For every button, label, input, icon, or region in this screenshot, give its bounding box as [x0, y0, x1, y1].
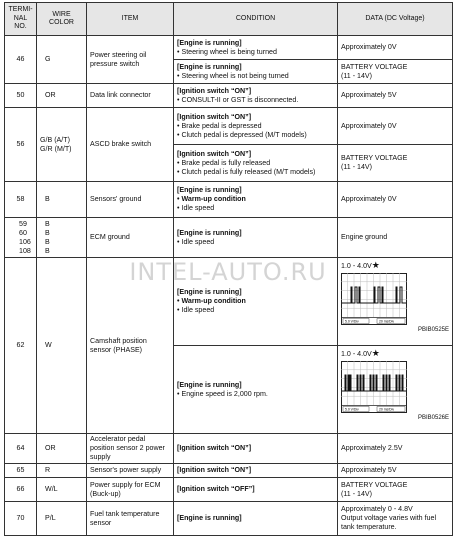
- table-row: [5, 464, 453, 478]
- header-data: DATA (DC Voltage): [338, 3, 453, 36]
- condition-cell: [174, 218, 338, 258]
- item-name: Fuel tank temperature sensor: [87, 502, 174, 536]
- data-value: [338, 145, 453, 182]
- header-terminal: TERMI- NAL NO.: [5, 3, 37, 36]
- table-row: [5, 108, 453, 145]
- waveform-time-scale: 20 ms/Div: [379, 319, 395, 324]
- waveform-label: [341, 349, 449, 359]
- condition-bullet: • Clutch pedal is depressed (M/T models): [177, 131, 334, 140]
- data-value: Approximately 0V: [338, 36, 453, 60]
- wire-color: P/L: [37, 502, 87, 536]
- condition-bullet: • Clutch pedal is fully released (M/T models): [177, 168, 334, 177]
- condition-bullet: • Warm-up condition: [177, 297, 334, 306]
- condition-cell: [174, 145, 338, 182]
- condition-bullet: • Engine speed is 2,000 rpm.: [177, 390, 334, 399]
- data-value: [338, 60, 453, 84]
- data-line: Approximately 0 - 4.8V: [341, 505, 413, 513]
- condition-heading: [Ignition switch “ON”]: [177, 466, 252, 474]
- header-condition: CONDITION: [174, 3, 338, 36]
- waveform-volt-scale: 5.0 V/Div: [345, 319, 359, 324]
- condition-cell: [174, 84, 338, 108]
- condition-bullet: • Warm-up condition: [177, 195, 334, 204]
- condition-heading: [Engine is running]: [177, 288, 242, 296]
- data-line: BATTERY VOLTAGE: [341, 154, 408, 162]
- star-icon: ★: [371, 348, 380, 358]
- table-row: [5, 84, 453, 108]
- condition-bullet: • Idle speed: [177, 306, 334, 315]
- waveform-cell: [338, 258, 453, 346]
- wire-color: R: [37, 464, 87, 478]
- oscilloscope-waveform-2: [341, 361, 407, 413]
- terminal-number: 50: [5, 84, 37, 108]
- condition-cell: [174, 502, 338, 536]
- waveform-voltage: 1.0 - 4.0V: [341, 262, 372, 270]
- condition-cell: [174, 434, 338, 464]
- table-row: [5, 182, 453, 218]
- wire-color-value: B: [45, 237, 50, 246]
- waveform-voltage: 1.0 - 4.0V: [341, 350, 372, 358]
- wire-color-value: B: [45, 246, 50, 255]
- terminal-value: 106: [19, 237, 31, 246]
- condition-heading: [Ignition switch “ON”]: [177, 444, 252, 452]
- item-name: Power steering oil pressure switch: [87, 36, 174, 84]
- terminal-number: 64: [5, 434, 37, 464]
- item-name: Power supply for ECM (Buck-up): [87, 478, 174, 502]
- table-row: [5, 502, 453, 536]
- condition-heading: [Engine is running]: [177, 186, 242, 194]
- oscilloscope-waveform-1: [341, 273, 407, 325]
- condition-bullet: • CONSULT-II or GST is disconnected.: [177, 96, 334, 105]
- data-value: [338, 478, 453, 502]
- wire-color: G: [37, 36, 87, 84]
- item-name: ASCD brake switch: [87, 108, 174, 182]
- terminal-number: [5, 218, 37, 258]
- item-name: ECM ground: [87, 218, 174, 258]
- watermark-text: INTEL-AUTO.RU: [129, 258, 327, 286]
- condition-heading: [Ignition switch “ON”]: [177, 149, 252, 158]
- data-value: Approximately 0V: [338, 108, 453, 145]
- figure-code: PBIB0525E: [417, 327, 449, 333]
- header-wire-color: WIRE COLOR: [37, 3, 87, 36]
- data-value: Approximately 5V: [338, 464, 453, 478]
- data-line: (11 - 14V): [341, 489, 373, 498]
- terminal-number: 46: [5, 36, 37, 84]
- condition-heading: [Ignition switch “ON”]: [177, 86, 252, 95]
- condition-cell: [174, 258, 338, 346]
- item-name: Sensor's power supply: [87, 464, 174, 478]
- condition-bullet: • Brake pedal is fully released: [177, 159, 334, 168]
- wire-color-value: B: [45, 228, 50, 237]
- terminal-number: 56: [5, 108, 37, 182]
- condition-bullet: • Idle speed: [177, 238, 334, 247]
- condition-heading: [Engine is running]: [177, 62, 242, 71]
- terminal-number: 70: [5, 502, 37, 536]
- item-name: Accelerator pedal position sensor 2 power supply: [87, 434, 174, 464]
- wire-color-value: G/R (M/T): [40, 144, 72, 153]
- condition-cell: [174, 478, 338, 502]
- waveform-volt-scale: 5.0 V/Div: [345, 407, 359, 412]
- condition-heading: [Ignition switch “OFF”]: [177, 485, 255, 493]
- data-line: BATTERY VOLTAGE: [341, 62, 408, 71]
- wire-color: B: [37, 182, 87, 218]
- wire-color: W/L: [37, 478, 87, 502]
- terminal-value: 108: [19, 246, 31, 255]
- wire-color: [37, 108, 87, 182]
- condition-cell: [174, 36, 338, 60]
- figure-code: PBIB0526E: [417, 415, 449, 421]
- condition-heading: [Engine is running]: [177, 38, 242, 47]
- header-item: ITEM: [87, 3, 174, 36]
- terminal-value: 60: [19, 228, 27, 237]
- condition-cell: [174, 182, 338, 218]
- data-line: (11 - 14V): [341, 71, 373, 80]
- condition-heading: [Engine is running]: [177, 228, 242, 237]
- data-value: [338, 502, 453, 536]
- data-value: Approximately 0V: [338, 182, 453, 218]
- wire-color: [37, 218, 87, 258]
- terminal-data-table: [4, 2, 453, 536]
- table-row: [5, 218, 453, 258]
- data-value: Engine ground: [338, 218, 453, 258]
- condition-heading: [Engine is running]: [177, 380, 242, 389]
- wire-color: OR: [37, 84, 87, 108]
- item-name: Data link connector: [87, 84, 174, 108]
- condition-cell: [174, 108, 338, 145]
- waveform-label: [341, 261, 449, 271]
- condition-heading: [Engine is running]: [177, 514, 242, 522]
- wire-color-value: B: [45, 219, 50, 228]
- waveform-time-scale: 20 ms/Div: [379, 407, 395, 412]
- wire-color: OR: [37, 434, 87, 464]
- condition-bullet: • Steering wheel is being turned: [177, 48, 334, 57]
- item-name: Sensors' ground: [87, 182, 174, 218]
- condition-heading: [Ignition switch “ON”]: [177, 112, 252, 121]
- wire-color-value: G/B (A/T): [40, 135, 70, 144]
- table-row: [5, 434, 453, 464]
- terminal-value: 59: [19, 219, 27, 228]
- item-name: Camshaft position sensor (PHASE): [87, 258, 174, 434]
- terminal-number: 58: [5, 182, 37, 218]
- condition-cell: [174, 60, 338, 84]
- data-value: Approximately 2.5V: [338, 434, 453, 464]
- condition-cell: [174, 346, 338, 434]
- wire-color: W: [37, 258, 87, 434]
- table-row: [5, 478, 453, 502]
- condition-cell: [174, 464, 338, 478]
- data-line: Output voltage varies with fuel tank temperature.: [341, 514, 437, 531]
- terminal-number: 65: [5, 464, 37, 478]
- table-row: [5, 258, 453, 346]
- data-line: (11 - 14V): [341, 163, 373, 171]
- star-icon: ★: [371, 260, 380, 270]
- terminal-number: 62: [5, 258, 37, 434]
- table-row: [5, 36, 453, 60]
- data-value: Approximately 5V: [338, 84, 453, 108]
- condition-bullet: • Brake pedal is depressed: [177, 122, 334, 131]
- condition-bullet: • Idle speed: [177, 204, 334, 213]
- waveform-cell: [338, 346, 453, 434]
- table-header-row: [5, 3, 453, 36]
- terminal-number: 66: [5, 478, 37, 502]
- condition-bullet: • Steering wheel is not being turned: [177, 72, 334, 81]
- data-line: BATTERY VOLTAGE: [341, 480, 408, 489]
